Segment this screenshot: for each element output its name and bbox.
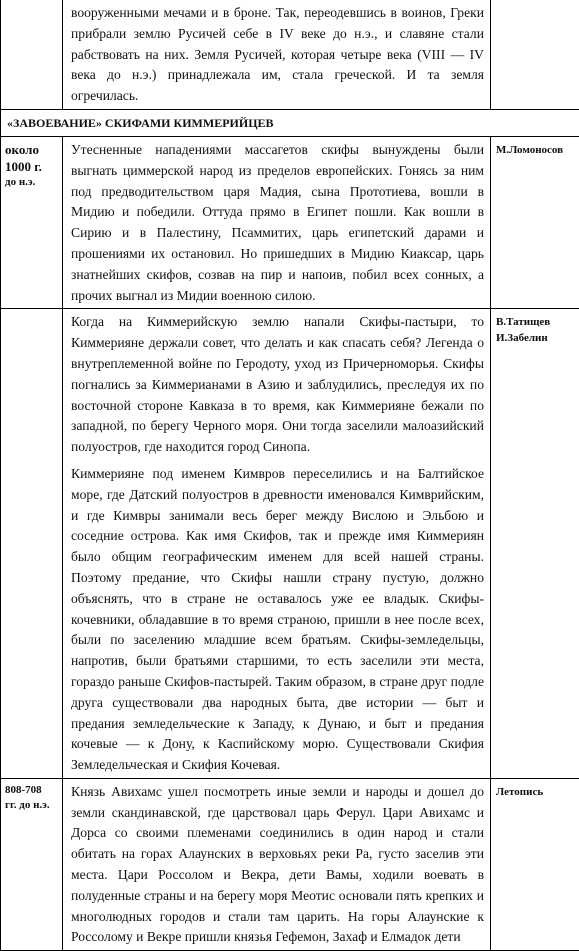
- date-line: 1000 г.: [5, 158, 60, 175]
- author-name: И.Забелин: [496, 330, 576, 346]
- author-cell: [491, 0, 579, 109]
- section-heading-cell: [1, 109, 579, 136]
- text-cell: [63, 778, 491, 950]
- author-cell: [491, 136, 579, 308]
- date-line: 808-708: [5, 783, 60, 798]
- author-name: В.Татищев: [496, 314, 576, 330]
- date-line: до н.э.: [5, 175, 60, 190]
- author-name: М.Ломоносов: [491, 137, 579, 158]
- text-cell: [63, 309, 491, 779]
- paragraph: Князь Авихамс ушел посмотреть иные земли и народы и дошел до земли скандинавской, где царствовал царь Ферул. Цари Авихамс и Дорса со своими племенами соединились в один народ и стали обитать на горах Алаунских в верховьях реки Ра, густо заселив эти места. Цари Россолом и Векра, дети Вамы, ходили воевать в полуденные страны и на берегу моря Меотис основали пять крепких и многолюдных городов и стали там царить. На горы Алаунские к Россолому и Векре пришли князья Гефемон, Захаф и Елмадок дети: [71, 782, 484, 948]
- paragraph: вооруженными мечами и в броне. Так, переодевшись в воинов, Греки прибрали землю Русичей себе в IV веке до н.э., и славяне стали рабствовать на них. Земля Русичей, которая четыре века (VIII — IV века до н.э.) принадлежала им, стала греческой. И та земля огречилась.: [71, 3, 484, 107]
- author-name: Летопись: [491, 779, 579, 800]
- date-cell: [1, 136, 63, 308]
- author-cell: [491, 309, 579, 779]
- table-row: [1, 778, 579, 950]
- paragraph: Утесненные нападениями массагетов скифы вынуждены были выгнать циммерской народ из пределов европейских. Гонясь за ним под предводительством царя Мадия, сына Прототиева, вошли в Мидию и победили. Оттуда прямо в Египет пошли. Как вошли в Сирию и в Палестину, Псаммитих, царь египетский дарами и прошениями их остановил. Но пришедших в Мидию Киаксар, царь знатнейших скифов, созвав на пир и напоив, побил всех сонных, а прочих выгнал из Мидии военною силою.: [71, 140, 484, 306]
- table-row: [1, 0, 579, 109]
- section-heading-row: [1, 109, 579, 136]
- date-cell: [1, 309, 63, 779]
- table-row: [1, 309, 579, 779]
- date-cell: [1, 0, 63, 109]
- table-row: [1, 136, 579, 308]
- section-heading: «ЗАВОЕВАНИЕ» СКИФАМИ КИММЕРИЙЦЕВ: [1, 110, 579, 136]
- paragraph: Киммерияне под именем Кимвров переселились и на Балтийское море, где Датский полуостров в древности именовался Кимврийским, и где Кимвры занимали весь берег между Вислою и Эльбою и соседние острова. Как имя Скифов, так и прежде имя Киммериян было общим географическим именем для всей нашей страны. Поэтому предание, что Скифы нашли страну пустую, должно объяснять, что в стране не оставалось уже ее владык. Скифы-кочевники, обладавшие в то время страною, пришли в нее после всех, были по заселению младшие всем братьям. Скифы-земледельцы, напротив, были братьями старшими, то есть заселили эти места, гораздо раньше Скифов-пастырей. Таким образом, в стране друг подле друга существовали два народных быта, две истории — быт и предания земледельческие к Западу, к Дунаю, и быт и предания кочевые — к Дону, к Каспийскому морю. Существовали Скифия Земледельческая и Скифия Кочевая.: [71, 464, 484, 776]
- date-line: гг. до н.э.: [5, 798, 60, 813]
- paragraph: Когда на Киммерийскую землю напали Скифы-пастыри, то Киммерияне держали совет, что делать и как спасать себя? Легенда о внутреплеменной войне по Геродоту, уход из Причерноморья. Скифы погнались за Киммерианами в Азию и заблудились, преследуя их по восточной стороне Кавказа в то время, как Киммерияне бежали по западной, по берегу Черного моря. Они тогда заселили малоазийский полуостров, где находится город Синопа.: [71, 312, 484, 458]
- date-line: около: [5, 141, 60, 158]
- date-cell: [1, 778, 63, 950]
- text-cell: [63, 136, 491, 308]
- author-cell: [491, 778, 579, 950]
- text-cell: [63, 0, 491, 109]
